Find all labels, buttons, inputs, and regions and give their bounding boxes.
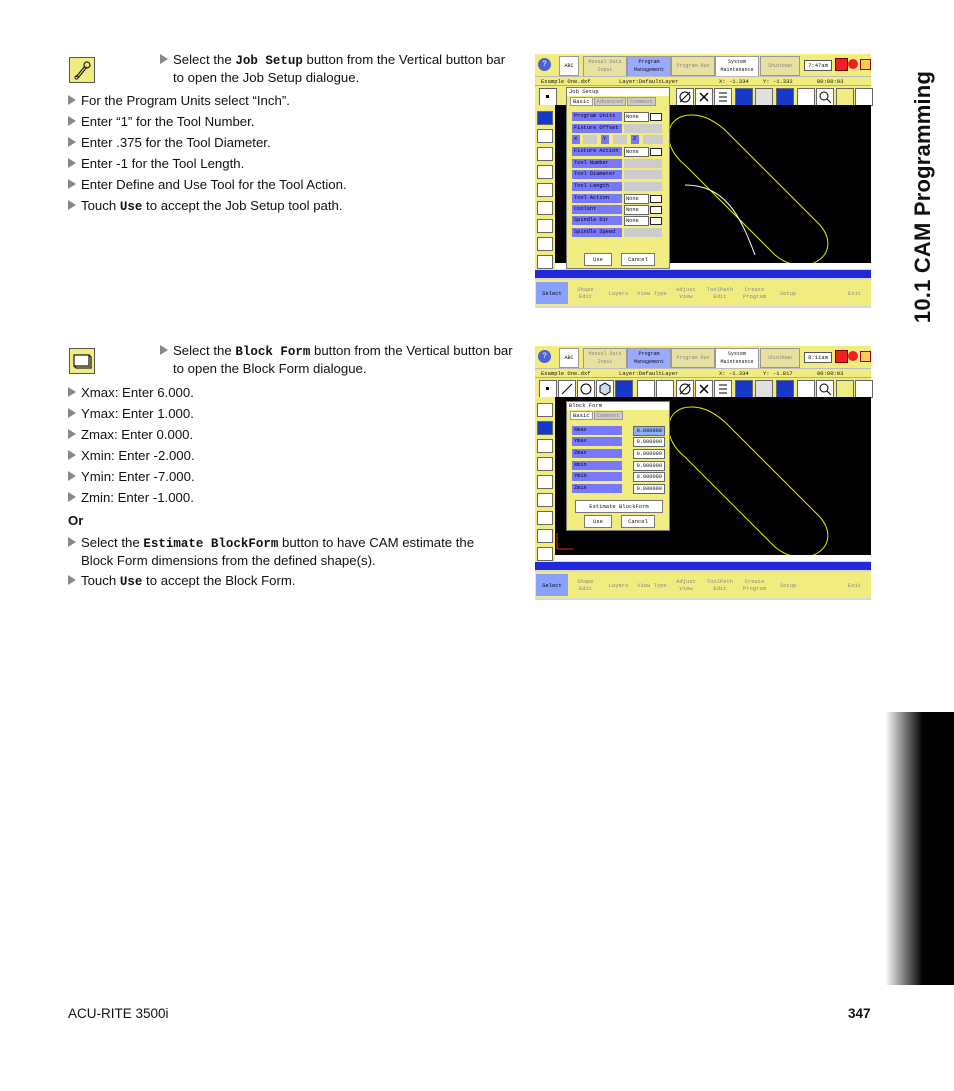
dots-tool-icon[interactable] — [836, 88, 854, 106]
warning-vbutton[interactable] — [537, 529, 553, 543]
move-tool-icon[interactable] — [797, 380, 815, 398]
coolant-label: Coolant — [572, 205, 622, 214]
ruler — [555, 555, 871, 561]
bullet-arrow-icon — [68, 450, 76, 460]
folder-tool-icon[interactable] — [755, 380, 773, 398]
bullet-arrow-icon — [68, 408, 76, 418]
shutdown-button[interactable]: Shutdown — [760, 56, 800, 76]
move-tool-icon[interactable] — [797, 88, 815, 106]
create-program-softkey[interactable]: Create Program — [742, 286, 767, 300]
cancel-button[interactable]: Cancel — [621, 253, 655, 266]
or-label: Or — [68, 512, 84, 528]
ymax-field[interactable]: 0.000000 — [633, 437, 665, 447]
z-field[interactable] — [643, 135, 663, 144]
dialog-title: Block Form — [567, 402, 669, 410]
block-form-intro: Select the Block Form button from the Vertical button bar to open the Block Form dialogue. — [160, 343, 515, 377]
point-small-tool-icon[interactable] — [855, 88, 873, 106]
abc-button[interactable]: ABC — [559, 348, 579, 368]
shape-toolbar — [535, 377, 871, 398]
block-form-screenshot — [535, 346, 871, 600]
program-units-label: Program Units — [572, 112, 622, 121]
table-vbutton[interactable] — [537, 439, 553, 453]
chevron-down-icon[interactable] — [650, 195, 662, 203]
fillet-tool-icon[interactable] — [637, 380, 655, 398]
zmin-field[interactable]: 0.000000 — [633, 484, 665, 494]
zmin-label: Zmin — [572, 484, 622, 493]
ymin-label: Ymin — [572, 472, 622, 481]
y-field[interactable] — [613, 135, 627, 144]
program-management-button[interactable]: Program Management — [627, 348, 671, 369]
arc-tool-icon[interactable] — [656, 380, 674, 398]
layers-softkey[interactable]: Layers — [608, 289, 629, 297]
settings-vbutton[interactable] — [537, 201, 553, 215]
list-tool-icon[interactable] — [714, 380, 732, 398]
fixture-action-select[interactable]: None — [624, 147, 649, 157]
chapter-title: 10.1 CAM Programming — [910, 70, 935, 324]
program-management-button[interactable]: Program Management — [627, 56, 671, 77]
warning-vbutton[interactable] — [537, 237, 553, 251]
tool-action-label: Tool Action — [572, 194, 622, 203]
mdi-button[interactable]: Manual Data Input — [583, 56, 627, 77]
calc-vbutton[interactable] — [537, 511, 553, 525]
chapter-tab-bar — [885, 712, 954, 985]
tool-length-label: Tool Length — [572, 182, 622, 191]
bullet-arrow-icon — [68, 116, 76, 126]
circle-slash-tool-icon[interactable] — [676, 88, 694, 106]
xmin-label: Xmin — [572, 461, 622, 470]
spindle-dir-label: Spindle Dir — [572, 216, 622, 225]
circle-tool-icon[interactable] — [577, 380, 595, 398]
tab-comment[interactable]: Comment — [627, 97, 656, 106]
dots-tool-icon[interactable] — [836, 380, 854, 398]
bullet-arrow-icon — [68, 387, 76, 397]
mdi-button[interactable]: Manual Data Input — [583, 348, 627, 369]
settings-vbutton[interactable] — [537, 493, 553, 507]
softkey-bar — [535, 572, 871, 598]
status-line: Example One.dxf Layer:DefaultLayer X: -1.334 Y: -1.332 00:00:03 — [535, 76, 871, 86]
select-softkey[interactable]: Select — [536, 282, 568, 304]
tab-comment[interactable]: Comment — [594, 411, 623, 420]
program-units-select[interactable]: None — [624, 112, 649, 122]
blue-status-bar — [535, 270, 871, 278]
tool-number-label: Tool Number — [572, 159, 622, 168]
view-type-softkey[interactable]: View Type — [637, 289, 667, 297]
toolpath-edit-softkey[interactable]: ToolPath Edit — [706, 286, 734, 300]
coolant-select[interactable]: None — [624, 205, 649, 215]
program-run-button[interactable]: Program Run — [671, 348, 715, 368]
shutdown-button[interactable]: Shutdown — [760, 348, 800, 368]
blank-softkey[interactable] — [805, 282, 837, 304]
job-setup-vbutton[interactable] — [537, 403, 553, 417]
bullet-arrow-icon — [68, 200, 76, 210]
rectangle-tool-icon[interactable] — [615, 380, 633, 398]
table-vbutton[interactable] — [537, 147, 553, 161]
zmax-field[interactable]: 0.000000 — [633, 449, 665, 459]
toolpath-edit-softkey[interactable]: ToolPath Edit — [706, 578, 734, 592]
wrench-icon — [70, 58, 94, 82]
x-field[interactable] — [583, 135, 597, 144]
circle-slash-tool-icon[interactable] — [676, 380, 694, 398]
alarm-icon[interactable] — [835, 58, 848, 71]
vertical-button-bar — [535, 105, 555, 270]
adjust-view-softkey[interactable]: Adjust View — [676, 578, 696, 592]
y-label: Y — [601, 135, 609, 144]
dialog-tabs — [570, 411, 624, 420]
dialog-title: Job Setup — [567, 88, 669, 96]
estimate-blockform-button[interactable]: Estimate BlockForm — [575, 500, 663, 513]
x-label: X — [572, 135, 580, 144]
tab-basic[interactable]: Basic — [570, 411, 593, 420]
grid-tool-icon[interactable] — [776, 380, 794, 398]
spindle-dir-select[interactable]: None — [624, 216, 649, 226]
ymax-label: Ymax — [572, 437, 622, 446]
job-setup-vbutton[interactable] — [537, 111, 553, 125]
softkey-bar — [535, 280, 871, 306]
chain-tool-icon[interactable] — [735, 380, 753, 398]
chain-tool-icon[interactable] — [735, 88, 753, 106]
tool-action-select[interactable]: None — [624, 194, 649, 204]
delete-tool-icon[interactable] — [695, 88, 713, 106]
ymin-field[interactable]: 0.000000 — [633, 472, 665, 482]
panel-vbutton[interactable] — [537, 457, 553, 471]
abc-button[interactable]: ABC — [559, 56, 579, 76]
system-maintenance-button[interactable]: System Maintenance — [715, 56, 759, 77]
z-label: Z — [631, 135, 639, 144]
use-button[interactable]: Use — [584, 515, 612, 528]
stop-icon[interactable] — [848, 351, 858, 361]
list-tool-icon[interactable] — [714, 88, 732, 106]
hexagon-tool-icon[interactable] — [596, 380, 614, 398]
spindle-speed-field[interactable] — [624, 228, 662, 237]
shape-edit-softkey[interactable]: Shape Edit — [577, 286, 594, 300]
top-bar — [535, 346, 871, 368]
setup-softkey[interactable]: Setup — [779, 289, 797, 297]
chevron-down-icon[interactable] — [650, 217, 662, 225]
tool-length-field[interactable] — [624, 182, 662, 191]
bullet-arrow-icon — [160, 54, 168, 64]
tab-advanced[interactable]: Advanced — [594, 97, 626, 106]
delete-tool-icon[interactable] — [695, 380, 713, 398]
fixture-offset-label: Fixture Offset — [572, 124, 622, 133]
blank-softkey[interactable] — [805, 574, 837, 596]
fixture-action-label: Fixture Action — [572, 147, 622, 156]
adjust-view-softkey[interactable]: Adjust View — [676, 286, 696, 300]
help-icon[interactable]: ? — [538, 350, 551, 363]
shape-edit-softkey[interactable]: Shape Edit — [577, 578, 594, 592]
zoom-tool-icon[interactable] — [816, 88, 834, 106]
point-small-tool-icon[interactable] — [855, 380, 873, 398]
create-program-softkey[interactable]: Create Program — [742, 578, 767, 592]
stop-icon[interactable] — [848, 59, 858, 69]
setup-softkey[interactable]: Setup — [779, 581, 797, 589]
job-setup-screenshot — [535, 54, 871, 308]
dialog-tabs — [570, 97, 657, 106]
tab-basic[interactable]: Basic — [570, 97, 593, 106]
block-form-vbutton[interactable] — [537, 421, 553, 435]
bullet-arrow-icon — [68, 471, 76, 481]
layers-softkey[interactable]: Layers — [608, 581, 629, 589]
bullet-arrow-icon — [68, 575, 76, 585]
bullet-arrow-icon — [160, 345, 168, 355]
point-tool-icon[interactable] — [539, 380, 557, 398]
job-setup-intro: Select the Job Setup button from the Vertical button bar to open the Job Setup dialogue. — [160, 52, 515, 86]
job-setup-steps: For the Program Units select “Inch”. Enter “1” for the Tool Number. Enter .375 for the Tool Diameter. Enter -1 for the Tool Length. Enter Define and Use Tool for the Tool Action. Touch Use to accept the Job Setup tool path. — [68, 93, 508, 216]
folder-tool-icon[interactable] — [755, 88, 773, 106]
lock-icon[interactable] — [860, 59, 871, 70]
chevron-down-icon[interactable] — [650, 113, 662, 121]
exit-softkey[interactable]: Exit — [847, 289, 862, 297]
xmax-label: Xmax — [572, 426, 622, 435]
job-setup-icon — [69, 57, 95, 83]
zoom-tool-icon[interactable] — [816, 380, 834, 398]
gear-vbutton[interactable] — [537, 183, 553, 197]
use-button[interactable]: Use — [584, 253, 612, 266]
xmin-field[interactable]: 0.000000 — [633, 461, 665, 471]
bullet-arrow-icon — [68, 537, 76, 547]
blue-status-bar — [535, 562, 871, 570]
exit-softkey[interactable]: Exit — [847, 581, 862, 589]
job-setup-dialog — [566, 87, 670, 269]
page-number: 347 — [848, 1006, 871, 1021]
clock: 7:47am — [804, 60, 832, 71]
system-maintenance-button[interactable]: System Maintenance — [715, 348, 759, 369]
point-tool-icon[interactable] — [539, 88, 557, 106]
status-line: Example One.dxf Layer:DefaultLayer X: -1.334 Y: -1.817 00:00:03 — [535, 368, 871, 378]
bullet-arrow-icon — [68, 179, 76, 189]
bullet-arrow-icon — [68, 429, 76, 439]
fixture-offset-field[interactable] — [624, 124, 662, 133]
cancel-button[interactable]: Cancel — [621, 515, 655, 528]
panel-vbutton[interactable] — [537, 165, 553, 179]
zmax-label: Zmax — [572, 449, 622, 458]
footer-product: ACU-RITE 3500i — [68, 1006, 169, 1021]
block-form-icon — [69, 348, 95, 374]
numbers-vbutton[interactable] — [537, 547, 553, 561]
alarm-icon[interactable] — [835, 350, 848, 363]
chevron-down-icon[interactable] — [650, 148, 662, 156]
chevron-down-icon[interactable] — [650, 206, 662, 214]
block-form-vbutton[interactable] — [537, 129, 553, 143]
block-form-steps: Xmax: Enter 6.000. Ymax: Enter 1.000. Zmax: Enter 0.000. Xmin: Enter -2.000. Ymin: Enter -7.000. Zmin: Enter -1.000. Or Select the Estimate BlockForm button to have CAM estimate the Block Form dimensions from the defined shape(s). Touch Use to accept the Block Form. — [68, 385, 508, 591]
grid-tool-icon[interactable] — [776, 88, 794, 106]
tool-diameter-label: Tool Diameter — [572, 170, 622, 179]
lock-icon[interactable] — [860, 351, 871, 362]
bullet-arrow-icon — [68, 492, 76, 502]
bullet-arrow-icon — [68, 95, 76, 105]
xmax-field[interactable]: 0.000000 — [633, 426, 665, 436]
tool-diameter-field[interactable] — [624, 170, 662, 179]
view-type-softkey[interactable]: View Type — [637, 581, 667, 589]
block-icon — [70, 349, 94, 373]
gear-vbutton[interactable] — [537, 475, 553, 489]
bullet-arrow-icon — [68, 137, 76, 147]
bullet-arrow-icon — [68, 158, 76, 168]
select-softkey[interactable]: Select — [536, 574, 568, 596]
top-bar — [535, 54, 871, 76]
help-icon[interactable]: ? — [538, 58, 551, 71]
tool-number-field[interactable] — [624, 159, 662, 168]
spindle-speed-label: Spindle Speed — [572, 228, 622, 237]
calc-vbutton[interactable] — [537, 219, 553, 233]
block-form-dialog — [566, 401, 670, 531]
line-tool-icon[interactable] — [558, 380, 576, 398]
clock: 8:11am — [804, 352, 832, 363]
numbers-vbutton[interactable] — [537, 255, 553, 269]
vertical-button-bar — [535, 397, 555, 562]
program-run-button[interactable]: Program Run — [671, 56, 715, 76]
